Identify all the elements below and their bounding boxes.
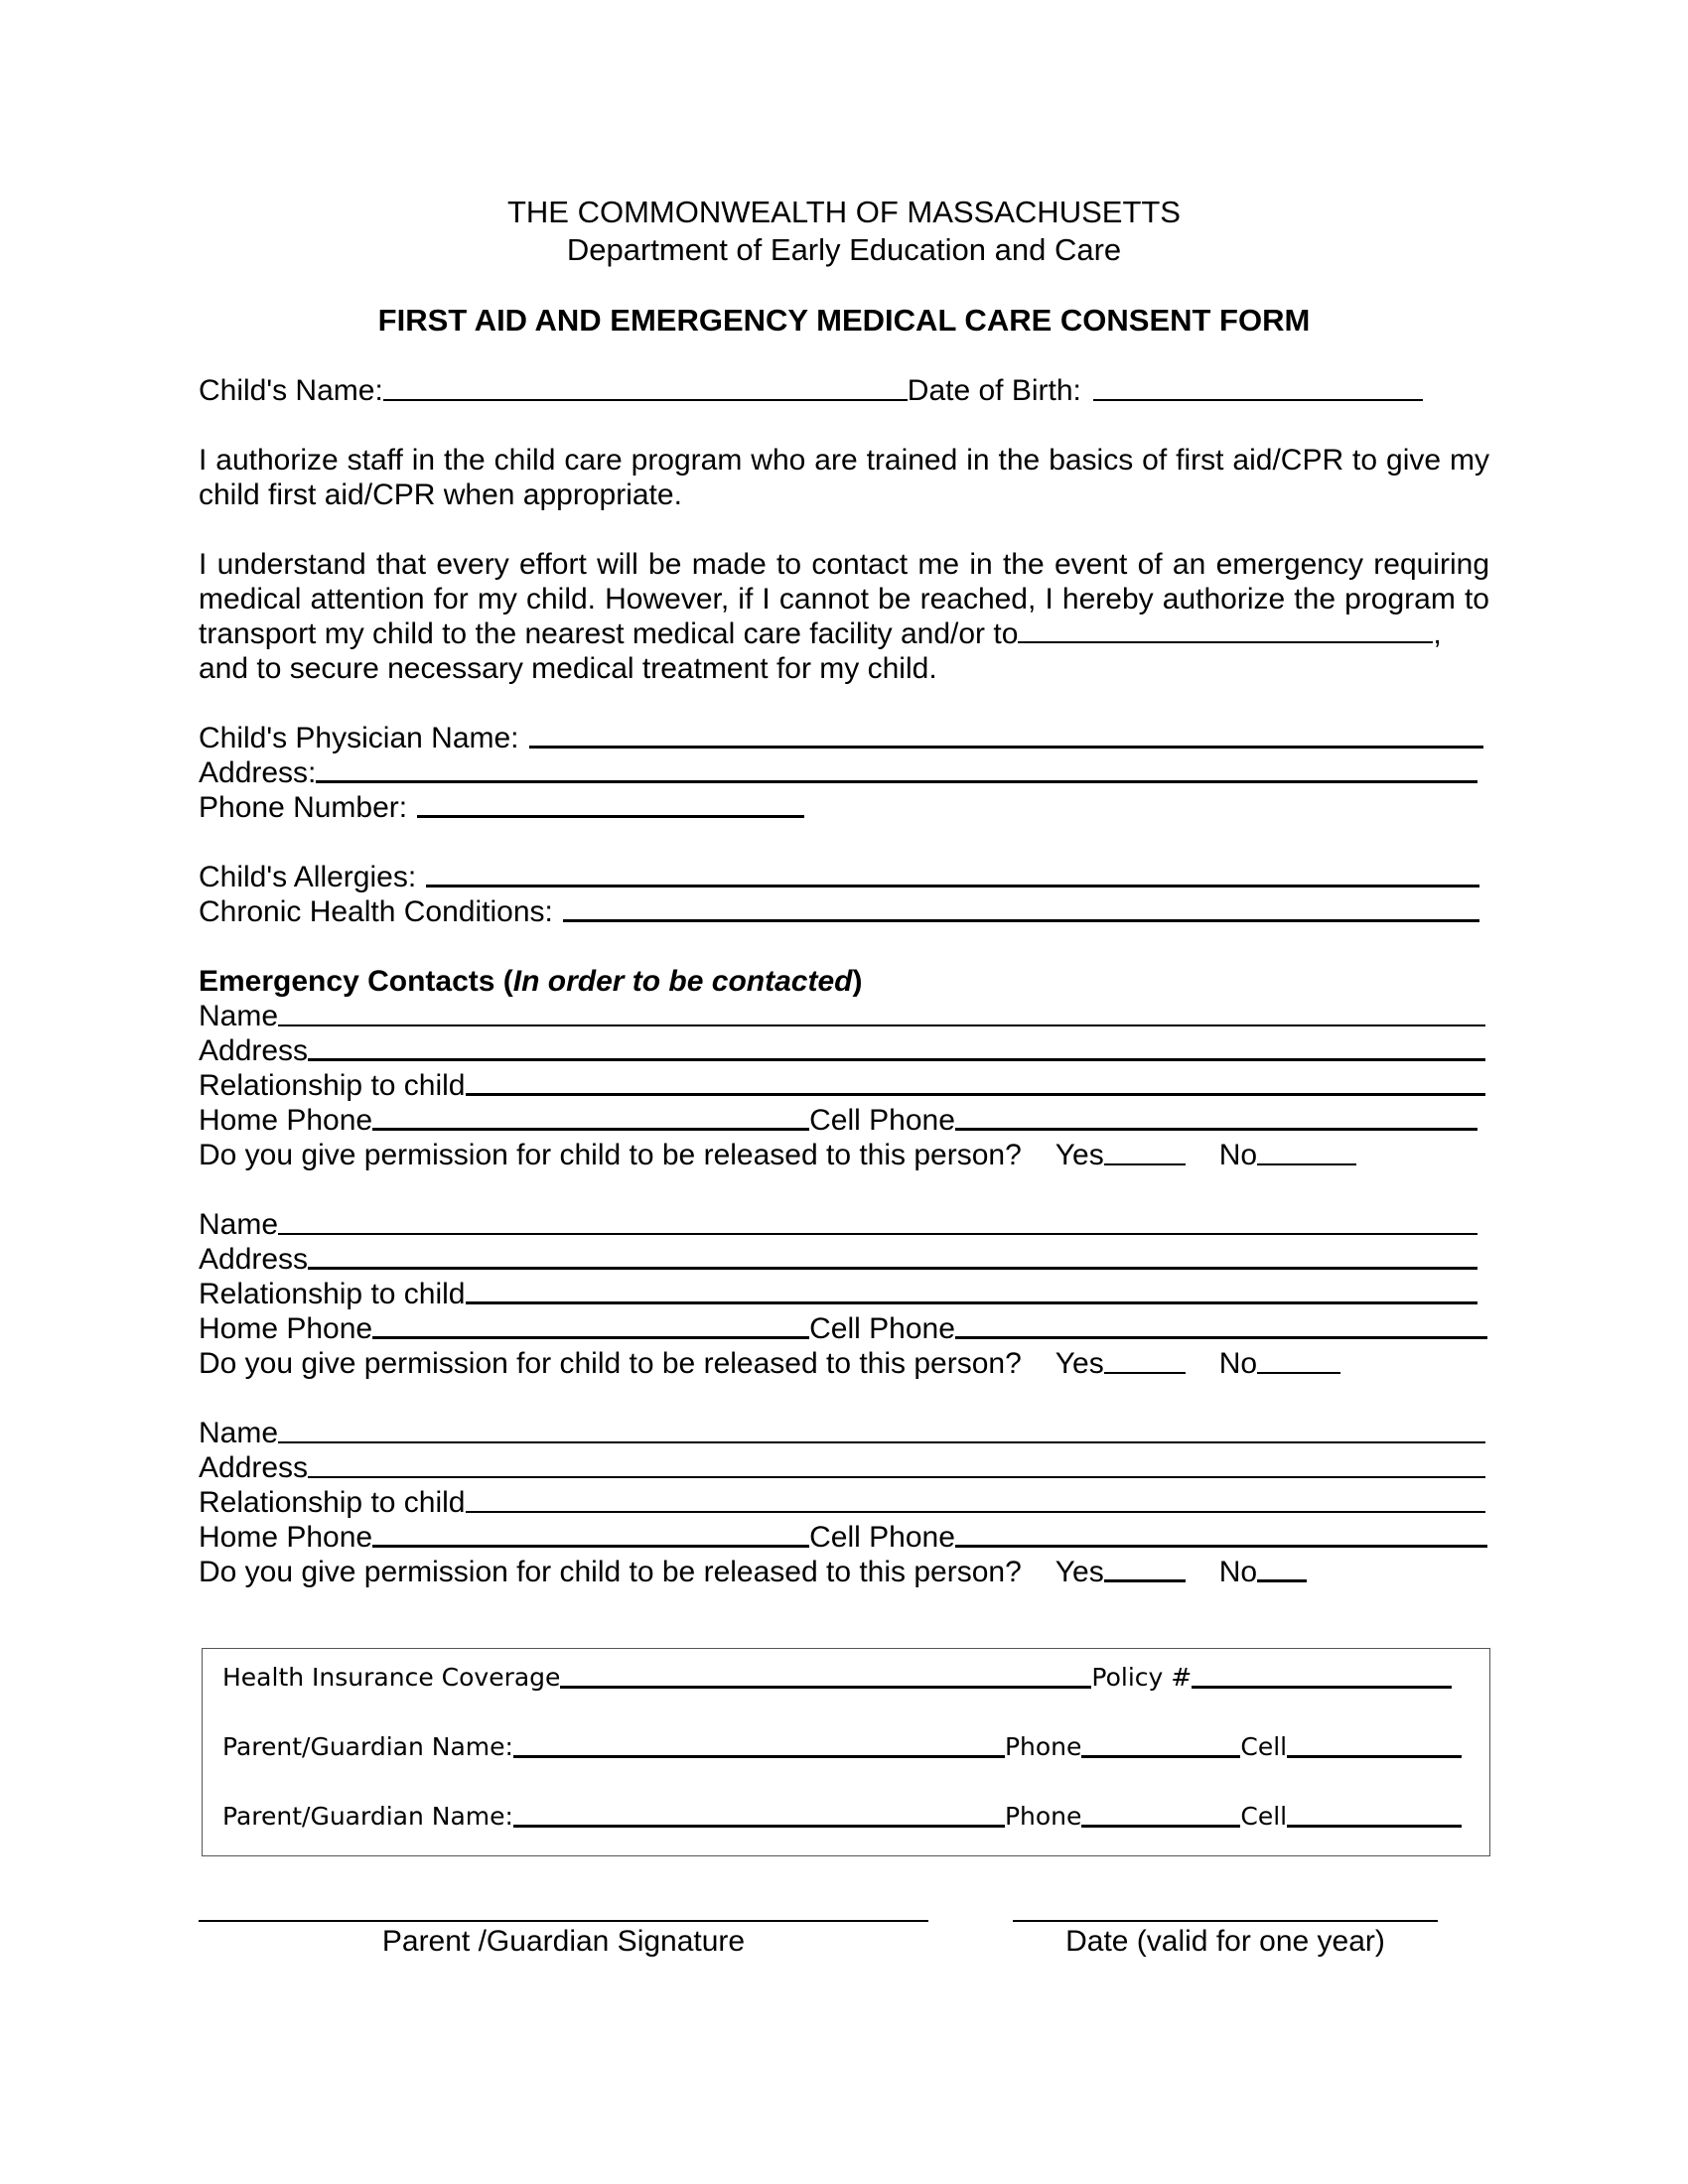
form-title: FIRST AID AND EMERGENCY MEDICAL CARE CONSENT FORM	[377, 303, 1311, 338]
contact-relationship-label: Relationship to child	[199, 1278, 466, 1310]
dob-field[interactable]	[1093, 375, 1423, 401]
child-info-row	[199, 373, 1489, 408]
emergency-authorization	[199, 547, 1489, 651]
signature-field[interactable]	[199, 1886, 928, 1922]
date-block	[1013, 1886, 1438, 1960]
physician-address-label: Address:	[199, 756, 317, 789]
contact-cell-phone-label: Cell Phone	[809, 1312, 955, 1345]
guardian-1-row	[222, 1732, 1483, 1762]
contact-cell-phone-field[interactable]	[955, 1312, 1487, 1339]
contact-name-label: Name	[199, 1208, 279, 1241]
guardian-phone-label: Phone	[1004, 1732, 1082, 1761]
date-field[interactable]	[1013, 1886, 1438, 1922]
yes-field[interactable]	[1104, 1140, 1186, 1165]
guardian-name-field[interactable]	[513, 1805, 1005, 1828]
insurance-coverage-label: Health Insurance Coverage	[222, 1663, 561, 1692]
contact-address-label: Address	[199, 1243, 309, 1276]
contact-home-phone-field[interactable]	[372, 1312, 809, 1339]
contact-home-phone-field[interactable]	[372, 1104, 809, 1131]
signature-caption: Parent /Guardian Signature	[381, 1925, 746, 1958]
no-field[interactable]	[1257, 1140, 1356, 1165]
policy-label: Policy #	[1091, 1663, 1193, 1692]
guardian-cell-field[interactable]	[1287, 1735, 1462, 1758]
chronic-row	[199, 894, 1489, 929]
contact-relationship-label: Relationship to child	[199, 1486, 466, 1519]
physician-phone-field[interactable]	[417, 791, 804, 818]
guardian-cell-field[interactable]	[1287, 1805, 1462, 1828]
physician-name-label: Child's Physician Name:	[199, 722, 519, 754]
insurance-coverage-field[interactable]	[560, 1666, 1091, 1689]
child-name-field[interactable]	[383, 375, 908, 401]
contact-relationship-field[interactable]	[466, 1487, 1486, 1513]
contact-address-field[interactable]	[308, 1243, 1477, 1270]
guardian-name-field[interactable]	[513, 1735, 1005, 1758]
contact-address-field[interactable]	[308, 1452, 1485, 1478]
permission-question: Do you give permission for child to be released to this person?	[199, 1139, 1022, 1171]
emergency-authorization-text: I understand that every effort will be made to contact me in the event of an emergency requiring medical attention for my child. However, if I cannot be reached, I hereby authorize the program to transport my child to the nearest medical care facility and/or to	[199, 548, 1489, 650]
physician-address-field[interactable]	[316, 756, 1477, 783]
physician-phone-row	[199, 790, 1489, 825]
permission-question: Do you give permission for child to be released to this person?	[199, 1347, 1022, 1380]
guardian-cell-label: Cell	[1240, 1732, 1288, 1761]
guardian-2-row	[222, 1802, 1483, 1832]
permission-question: Do you give permission for child to be released to this person?	[199, 1556, 1022, 1588]
contacts-heading-italic: In order to be contacted	[512, 965, 853, 998]
contact-name-label: Name	[199, 1000, 279, 1032]
insurance-guardian-box	[202, 1648, 1490, 1856]
guardian-phone-label: Phone	[1004, 1802, 1082, 1831]
allergies-row	[199, 860, 1489, 894]
date-caption: Date (valid for one year)	[1065, 1925, 1385, 1958]
contact-name-field[interactable]	[278, 1209, 1477, 1235]
emergency-authorization-end: and to secure necessary medical treatment for my child.	[199, 652, 937, 685]
state-heading: THE COMMONWEALTH OF MASSACHUSETTS	[506, 195, 1181, 229]
contact-home-phone-label: Home Phone	[199, 1312, 373, 1345]
no-field[interactable]	[1257, 1348, 1340, 1374]
physician-name-row	[199, 721, 1489, 755]
allergies-label: Child's Allergies:	[199, 861, 417, 893]
emergency-contacts-heading	[199, 964, 1489, 999]
emergency-contact-3	[199, 1416, 1489, 1589]
physician-name-field[interactable]	[529, 722, 1483, 749]
no-field[interactable]	[1257, 1556, 1307, 1582]
contact-name-field[interactable]	[278, 1418, 1485, 1443]
guardian-cell-label: Cell	[1240, 1802, 1288, 1831]
contact-address-field[interactable]	[308, 1034, 1485, 1061]
contact-cell-phone-label: Cell Phone	[809, 1521, 955, 1554]
allergies-field[interactable]	[426, 861, 1479, 887]
department-heading: Department of Early Education and Care	[566, 232, 1122, 267]
insurance-row	[222, 1663, 1414, 1693]
chronic-field[interactable]	[563, 895, 1479, 922]
contact-relationship-field[interactable]	[466, 1278, 1478, 1304]
dob-label: Date of Birth:	[907, 374, 1081, 407]
emergency-contact-1	[199, 999, 1489, 1172]
form-page	[199, 194, 1489, 1589]
first-aid-authorization: I authorize staff in the child care program who are trained in the basics of first aid/CPR to give my child first aid/CPR when appropriate.	[199, 444, 1489, 511]
yes-label: Yes	[1055, 1139, 1104, 1171]
contact-relationship-field[interactable]	[466, 1069, 1486, 1096]
contact-home-phone-label: Home Phone	[199, 1521, 373, 1554]
guardian-phone-field[interactable]	[1081, 1805, 1240, 1828]
signature-block	[199, 1886, 928, 1960]
contact-cell-phone-label: Cell Phone	[809, 1104, 955, 1137]
yes-field[interactable]	[1104, 1556, 1186, 1582]
no-label: No	[1218, 1139, 1258, 1171]
guardian-name-label: Parent/Guardian Name:	[222, 1732, 513, 1761]
facility-field[interactable]	[1018, 617, 1433, 643]
yes-label: Yes	[1055, 1347, 1104, 1380]
child-name-label: Child's Name:	[199, 374, 383, 407]
contact-address-label: Address	[199, 1034, 309, 1067]
emergency-contact-2	[199, 1207, 1489, 1381]
chronic-label: Chronic Health Conditions:	[199, 895, 553, 928]
physician-phone-label: Phone Number:	[199, 791, 408, 824]
contact-relationship-label: Relationship to child	[199, 1069, 466, 1102]
policy-field[interactable]	[1192, 1666, 1452, 1689]
contact-address-label: Address	[199, 1451, 309, 1484]
yes-label: Yes	[1055, 1556, 1104, 1588]
guardian-phone-field[interactable]	[1081, 1735, 1240, 1758]
guardian-name-label: Parent/Guardian Name:	[222, 1802, 513, 1831]
contact-name-field[interactable]	[278, 1001, 1485, 1026]
comma: ,	[1433, 617, 1442, 650]
yes-field[interactable]	[1104, 1348, 1186, 1374]
contact-cell-phone-field[interactable]	[955, 1521, 1487, 1548]
physician-address-row	[199, 755, 1489, 790]
contacts-heading-close: )	[852, 965, 863, 998]
contact-home-phone-field[interactable]	[372, 1521, 809, 1548]
contacts-heading-main: Emergency Contacts (	[199, 965, 513, 998]
contact-home-phone-label: Home Phone	[199, 1104, 373, 1137]
no-label: No	[1218, 1556, 1258, 1588]
contact-cell-phone-field[interactable]	[955, 1104, 1477, 1131]
no-label: No	[1218, 1347, 1258, 1380]
contact-name-label: Name	[199, 1417, 279, 1449]
